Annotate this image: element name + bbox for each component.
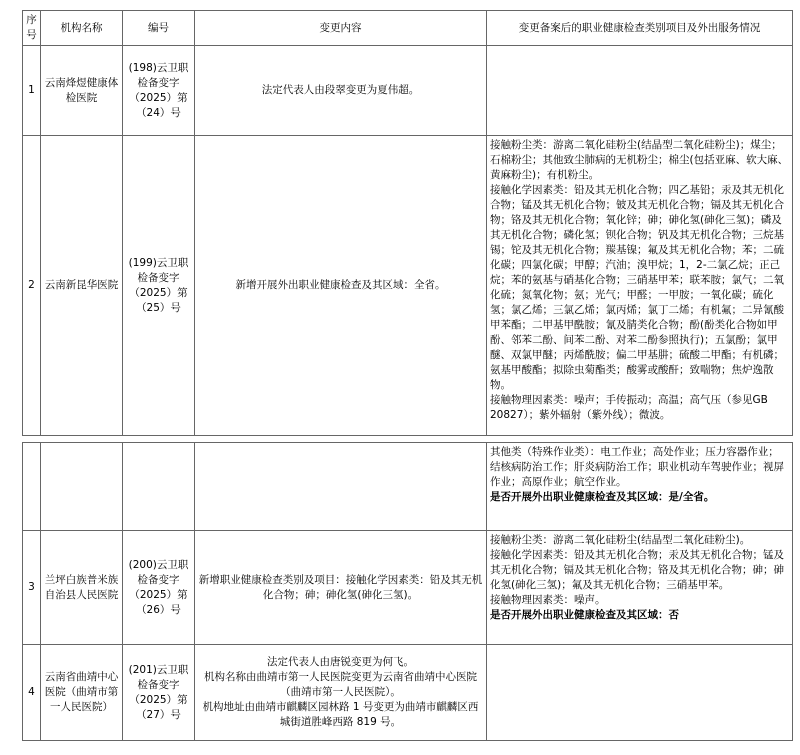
table-row [23, 443, 793, 531]
row-change: 新增开展外出职业健康检查及其区域：全省。 [195, 136, 487, 436]
detail-chemical: 接触化学因素类：铅及其无机化合物；汞及其无机化合物；锰及其无机化合物；镉及其无机化合物；铬及其无机化合物；砷；砷化氢(砷化三氢)；氟及其无机化合物；三硝基甲苯。 [490, 549, 784, 591]
row-name: 云南省曲靖中心医院（曲靖市第一人民医院） [41, 645, 123, 741]
row-no: 3 [23, 531, 41, 645]
detail-physical: 接触物理因素类：噪声。 [490, 594, 606, 606]
row-change [195, 645, 487, 741]
header-no: 序号 [23, 11, 41, 46]
header-detail: 变更备案后的职业健康检查类别项目及外出服务情况 [487, 11, 793, 46]
table-row [23, 46, 793, 136]
row-change: 新增职业健康检查类别及项目：接触化学因素类：铅及其无机化合物；砷；砷化氢(砷化三氢)。 [195, 531, 487, 645]
row-name [41, 443, 123, 531]
detail-outreach: 是否开展外出职业健康检查及其区域：否 [490, 609, 679, 621]
row-change: 法定代表人由段翠变更为夏伟超。 [195, 46, 487, 136]
row-no: 1 [23, 46, 41, 136]
row-no: 2 [23, 136, 41, 436]
row-code [123, 443, 195, 531]
row-detail [487, 136, 793, 436]
row-no [23, 443, 41, 531]
row-name: 云南新昆华医院 [41, 136, 123, 436]
row-code: (201)云卫职检备变字（2025）第（27）号 [123, 645, 195, 741]
detail-chemical: 接触化学因素类：铅及其无机化合物；四乙基铅；汞及其无机化合物；锰及其无机化合物；铍及其无机化合物；镉及其无机化合物；铬及其无机化合物；氧化锌；砷；砷化氢(砷化三氢)；磷及其无机化合物；磷化氢；钡化合物；钒及其无机化合物；三烷基锡；铊及其无机化合物；羰基镍；氟及其无机化合物；苯；二硫化碳；四氯化碳；甲醇；汽油；溴甲烷；1，2-二氯乙烷；正己烷；苯的氨基与硝基化合物；三硝基甲苯；联苯胺；氯气；二氧化硫；氮氧化物；氨；光气；甲醛；一甲胺；一氧化碳；硫化氢；氯乙烯；三氯乙烯；氯丙烯；氯丁二烯；有机氟；二异氰酸甲苯酯；二甲基甲酰胺；氰及腈类化合物；酚(酚类化合物如甲酚、邻苯二酚、间苯二酚、对苯二酚参照执行)；五氯酚；氯甲醚、双氯甲醚；丙烯酰胺；偏二甲基肼；硫酸二甲酯；有机磷；氨基甲酸酯；拟除虫菊酯类；酸雾或酸酐；致喘物；焦炉逸散物。 [490, 184, 784, 391]
header-change: 变更内容 [195, 11, 487, 46]
row-detail [487, 46, 793, 136]
header-row [23, 11, 793, 46]
change-line: 法定代表人由唐锐变更为何飞。 [267, 656, 414, 668]
header-name: 机构名称 [41, 11, 123, 46]
row-detail [487, 645, 793, 741]
table-row [23, 136, 793, 436]
record-table-bottom [22, 442, 793, 741]
detail-other: 其他类（特殊作业类）：电工作业；高处作业；压力容器作业；结核病防治工作；肝炎病防治工作；职业机动车驾驶作业；视屏作业；高原作业；航空作业。 [490, 446, 784, 488]
table-row [23, 645, 793, 741]
detail-outreach: 是否开展外出职业健康检查及其区域：是/全省。 [490, 491, 715, 503]
detail-physical: 接触物理因素类：噪声；手传振动；高温；高气压（参见GB 20827）；紫外辐射（紫外线）；微波。 [490, 394, 768, 421]
header-code: 编号 [123, 11, 195, 46]
row-code: (199)云卫职检备变字（2025）第（25）号 [123, 136, 195, 436]
row-code: (200)云卫职检备变字（2025）第（26）号 [123, 531, 195, 645]
row-name: 云南烽煜健康体检医院 [41, 46, 123, 136]
change-line: 机构名称由曲靖市第一人民医院变更为云南省曲靖中心医院（曲靖市第一人民医院）。 [204, 671, 477, 698]
row-code: (198)云卫职检备变字（2025）第（24）号 [123, 46, 195, 136]
row-detail [487, 531, 793, 645]
row-detail [487, 443, 793, 531]
detail-dust: 接触粉尘类：游离二氧化硅粉尘(结晶型二氧化硅粉尘)。 [490, 534, 751, 546]
row-change [195, 443, 487, 531]
row-name: 兰坪白族普米族自治县人民医院 [41, 531, 123, 645]
row-no: 4 [23, 645, 41, 741]
detail-dust: 接触粉尘类：游离二氧化硅粉尘(结晶型二氧化硅粉尘)；煤尘；石棉粉尘；其他致尘肺病的无机粉尘；棉尘(包括亚麻、软大麻、黄麻粉尘)；有机粉尘。 [490, 139, 789, 181]
table-row [23, 531, 793, 645]
record-table-top [22, 10, 793, 436]
change-line: 机构地址由曲靖市麒麟区园林路 1 号变更为曲靖市麒麟区西城街道胜峰西路 819 号。 [202, 701, 479, 728]
